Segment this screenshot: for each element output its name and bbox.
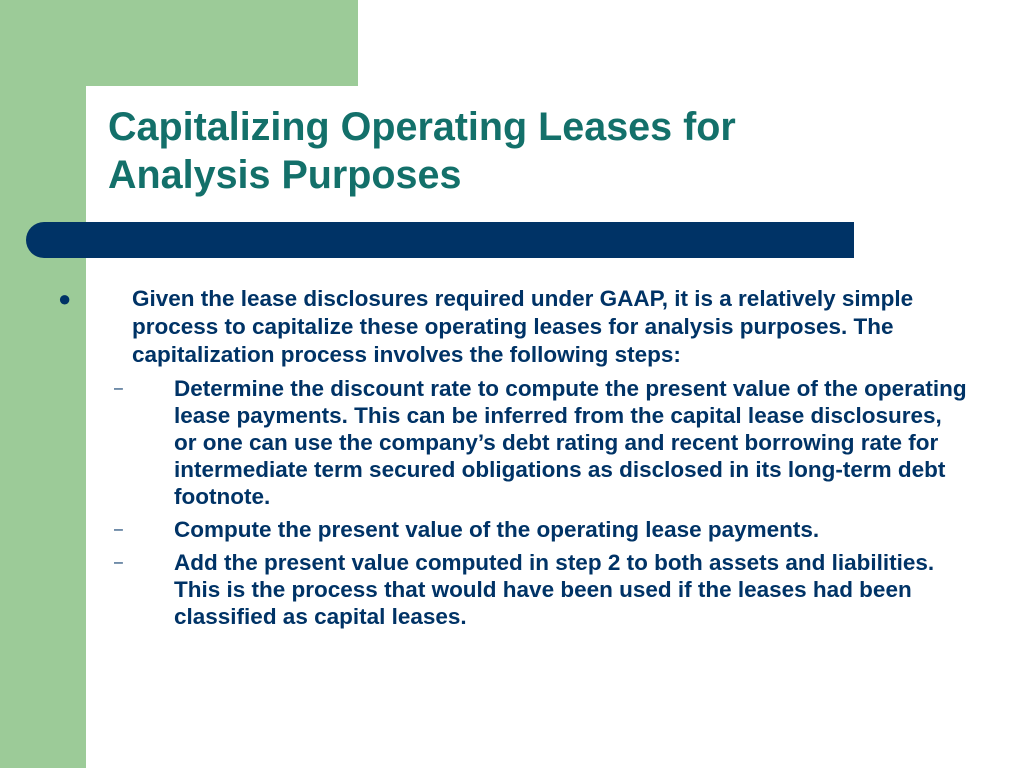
title-divider-bar [26, 222, 854, 258]
dash-icon: – [114, 521, 123, 538]
bullet-dot-icon: ● [58, 286, 72, 311]
step-item-2 [58, 516, 968, 543]
title-line-2: Analysis Purposes [108, 153, 462, 197]
step-text-1: Determine the discount rate to compute the present value of the operating lease payments. This can be inferred from the capital lease disclosures, or one can use the company’s debt rating and recent borrowing rate for intermediate term secured obligations as disclosed in its long-term debt footnote. [174, 376, 967, 509]
step-item-1 [58, 375, 968, 510]
green-top-band [0, 0, 358, 86]
step-text-3: Add the present value computed in step 2 to both assets and liabilities. This is the process that would have been used if the leases had been classified as capital leases. [174, 550, 935, 629]
dash-icon: – [114, 554, 123, 571]
main-bullet [58, 285, 968, 369]
title-line-1: Capitalizing Operating Leases for [108, 105, 736, 149]
main-bullet-text: Given the lease disclosures required under GAAP, it is a relatively simple process to capitalize these operating leases for analysis purposes. The capitalization process involves the following steps: [132, 286, 914, 367]
step-text-2: Compute the present value of the operating lease payments. [174, 517, 820, 542]
step-item-3 [58, 549, 968, 630]
slide-title [108, 103, 736, 199]
dash-icon: – [114, 380, 123, 397]
slide-body [58, 285, 968, 630]
